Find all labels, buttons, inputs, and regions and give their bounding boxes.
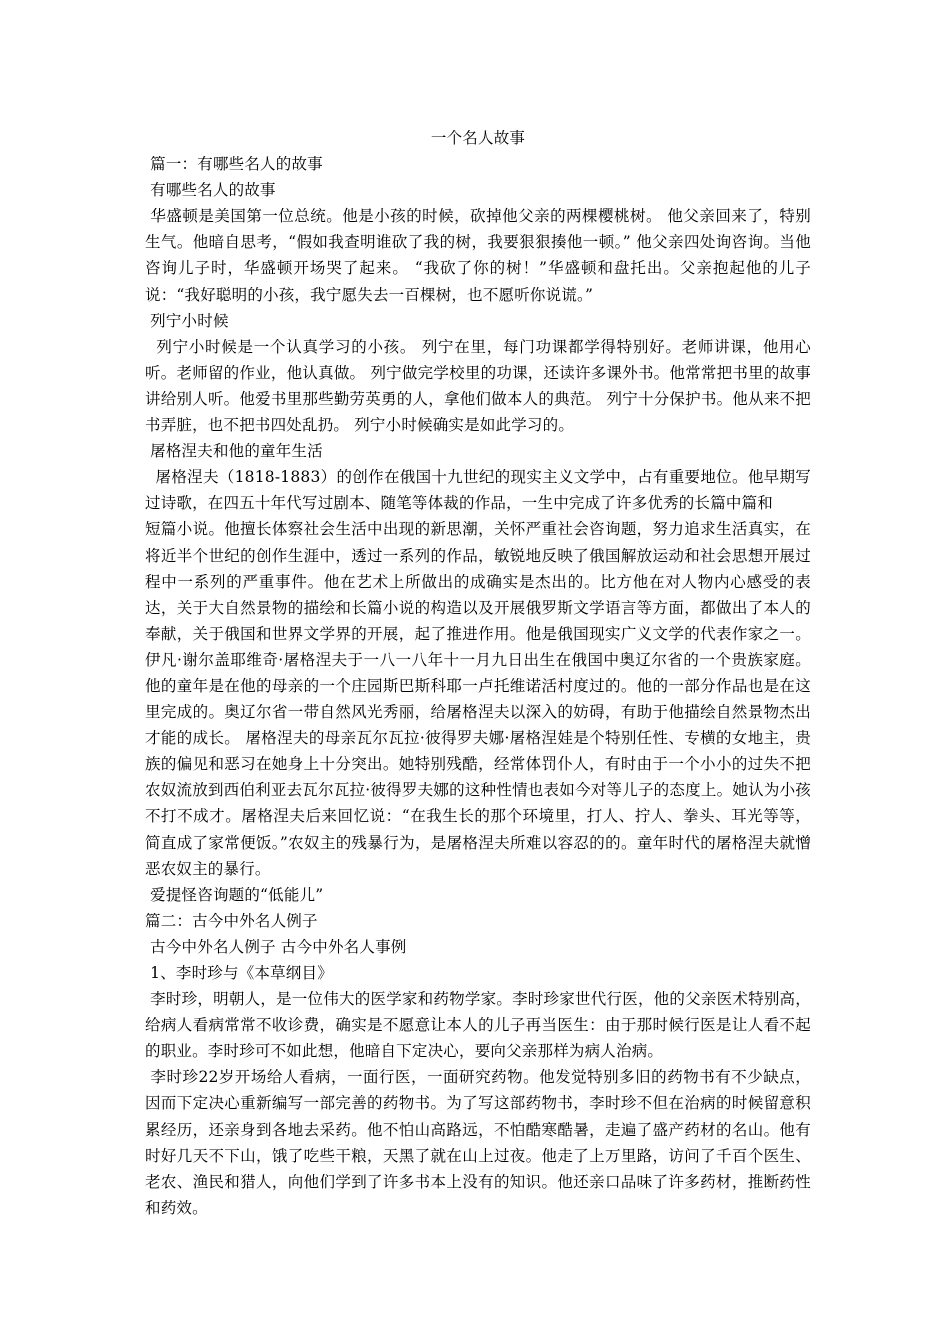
paragraph-li-shizhen-2: 李时珍22岁开场给人看病，一面行医，一面研究药物。他发觉特别多旧的药物书有不少缺点，因而下定决心重新编写一部完善的药物书。为了写这部药物书，李时珍不但在治病的时候留意积累经历，还亲身到各地去采药。他不怕山高路远，不怕酷寒酷暑，走遍了盛产药材的名山。他有时好几天不下山，饿了吃些干粮，天黑了就在山上过夜。他走了上万里路，访问了千百个医生、老农、渔民和猎人，向他们学到了许多书本上没有的知识。他还亲口品味了许多药材，推断药性和药效。 bbox=[145, 1068, 811, 1217]
subheading-examples: 古今中外名人例子 古今中外名人事例 bbox=[145, 937, 407, 956]
heading-part-one: 篇一：有哪些名人的故事 bbox=[145, 155, 323, 174]
document-title: 一个名人故事 bbox=[430, 129, 526, 147]
paragraph-turgenev-body: 短篇小说。他擅长体察社会生活中出现的新思潮，关怀严重社会咨询题，努力追求生活真实，在将近半个世纪的创作生涯中，透过一系列的作品，敏锐地反映了俄国解放运动和社会思想开展过程中一系列的严重事件。他在艺术上所做出的成确实是杰出的。比方他在对人物内心感受的表达，关于大自然景物的描绘和长篇小说的构造以及开展俄罗斯文学语言等方面，都做出了本人的奉献，关于俄国和世界文学界的开展，起了推进作用。他是俄国现实广义文学的代表作家之一。 伊凡·谢尔盖耶维奇·屠格涅夫于一八一八年十一月九日出生在俄国中奥辽尔省的一个贵族家庭。他的童年是在他的母亲的一个庄园斯巴斯科耶一卢托维诺活村度过的。他的一部分作品也是在这里完成的。奥辽尔省一带自然风光秀丽，给屠格涅夫以深入的妨碍，有助于他描绘自然景物杰出才能的成长。 屠格涅夫的母亲瓦尔瓦拉·彼得罗夫娜·屠格涅娃是个特别任性、专横的女地主，贵族的偏见和恶习在她身上十分突出。她特别残酷，经常体罚仆人，有时由于一个小小的过失不把农奴流放到西伯利亚去瓦尔瓦拉·彼得罗夫娜的这种性情也表如今对等儿子的态度上。她认为小孩不打不成才。屠格涅夫后来回忆说：“在我生长的那个环境里，打人、拧人、拳头、耳光等等，简直成了家常便饭。”农奴主的残暴行为，是屠格涅夫所难以容忍的的。童年时代的屠格涅夫就憎恶农奴主的暴行。 bbox=[145, 520, 817, 878]
paragraph-washington: 华盛顿是美国第一位总统。他是小孩的时候，砍掉他父亲的两棵樱桃树。 他父亲回来了，特别生气。他暗自思考，“假如我查明谁砍了我的树，我要狠狠揍他一顿。” 他父亲四处询咨询。当他咨询儿子时，华盛顿开场哭了起来。 “我砍了你的树！”华盛顿和盘托出。父亲抱起他的儿子说：“我好聪明的小孩，我宁愿失去一百棵树，也不愿听你说谎。” bbox=[145, 207, 811, 304]
paragraph-lenin: 列宁小时候是一个认真学习的小孩。 列宁在里，每门功课都学得特别好。老师讲课，他用心听。老师留的作业，他认真做。 列宁做完学校里的功课，还读许多课外书。他常常把书里的故事讲给别人听。他爱书里那些勤劳英勇的人，拿他们做本人的典范。 列宁十分保护书。他从来不把书弄脏，也不把书四处乱扔。 列宁小时候确实是如此学习的。 bbox=[145, 337, 811, 435]
subheading-edison: 爱提怪咨询题的“低能儿” bbox=[145, 885, 324, 904]
subheading-turgenev: 屠格涅夫和他的童年生活 bbox=[145, 442, 323, 461]
document-body bbox=[145, 125, 817, 1221]
subheading-lenin: 列宁小时候 bbox=[145, 311, 229, 330]
subheading-li-shizhen: 1、李时珍与《本草纲目》 bbox=[145, 964, 333, 982]
paragraph-turgenev-intro: 屠格涅夫（1818-1883）的创作在俄国十九世纪的现实主义文学中，占有重要地位。他早期写过诗歌，在四五十年代写过剧本、随笔等体裁的作品，一生中完成了许多优秀的长篇中篇和 bbox=[145, 468, 811, 513]
heading-part-two: 篇二：古今中外名人例子 bbox=[145, 911, 318, 930]
subheading-famous-stories: 有哪些名人的故事 bbox=[145, 181, 276, 200]
paragraph-li-shizhen-1: 李时珍，明朝人，是一位伟大的医学家和药物学家。李时珍家世代行医，他的父亲医术特别高，给病人看病常常不收诊费，确实是不愿意让本人的儿子再当医生：由于那时候行医是让人看不起的职业。李时珍可不如此想，他暗自下定决心，要向父亲那样为病人治病。 bbox=[145, 990, 811, 1061]
